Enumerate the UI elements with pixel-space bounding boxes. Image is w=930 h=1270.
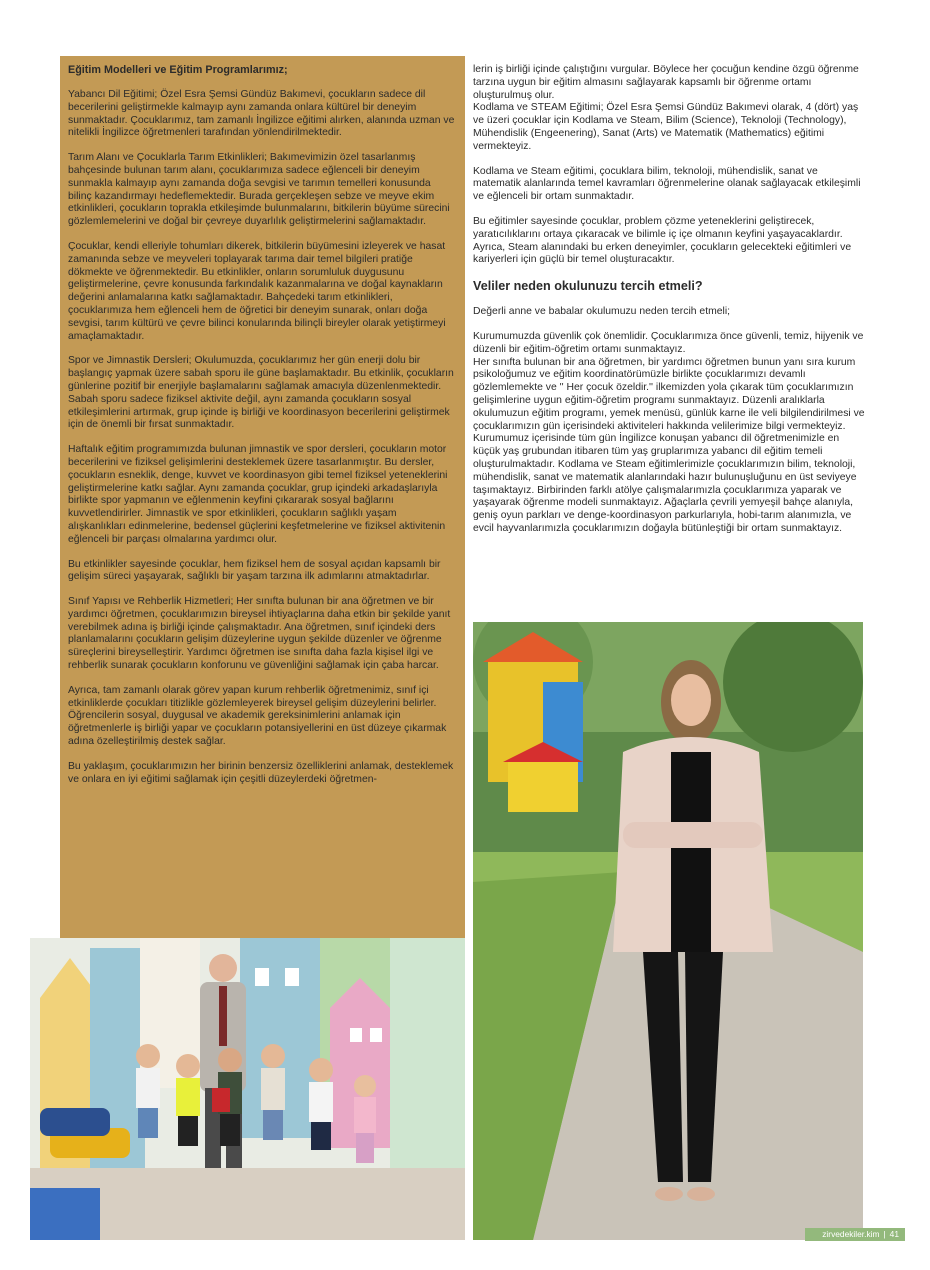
paragraph-agriculture: Tarım Alanı ve Çocuklarla Tarım Etkinlikleri; Bakımevimizin özel tasarlanmış bahçesinde bulunan tarım alanı, çocuklarımıza sadece eğlenceli bir deneyim sunmakla kalmayıp aynı zamanda doğa sevgisi ve tarımın temelleri konusunda bilinç kazandırmayı hedeflemektedir. Burada gerçekleşen sebze ve meyve ekim etkinlikleri, çocukların toprakla etkileşimde bulunmalarını, bitkilerin büyüme sürecini gözlemlemelerini ve doğal bir çevreye duyarlılık geliştirmelerini sağlamaktadır. [68, 152, 450, 228]
page-footer [805, 1228, 905, 1241]
paragraph-guidance: Ayrıca, tam zamanlı olarak görev yapan kurum rehberlik öğretmenimiz, sınıf içi etkinliklerde çocukları titizlikle gözlemleyerek bireysel gelişim düzeylerini belirler. Öğrencilerin sosyal, duygusal ve akademik gereksinimlerini anlamak için öğretmenlerle iş birliği yapar ve çocukların potansiyellerini en üst düzeye çıkarmak adına özelleştirilmiş destek sağlar. [68, 684, 447, 748]
footer-separator: | [883, 1229, 886, 1239]
classroom-photo [30, 938, 465, 1240]
right-text-column [473, 64, 865, 624]
page-number: 41 [889, 1229, 899, 1239]
paragraph-gymnastics: Haftalık eğitim programımızda bulunan jimnastik ve spor dersleri, çocukların motor becerilerini ve fiziksel gelişimlerini desteklemek üzere tasarlanmıştır. Bu dersler, çocukların esneklik, denge, kuvvet ve koordinasyon gibi temel fiziksel yeteneklerini geliştirmelerine katkı sağlar. Aynı zamanda çocuklar, grup içindeki arkadaşlarıyla birlikte spor yapmanın ve eğlenmenin keyfini çıkararak sosyal bağlarını kuvvetlendirirler. Jimnastik ve spor etkinlikleri, çocukların sağlıklı yaşam alışkanlıkları edinmelerine, bedensel güçlerini keşfetmelerine ve fiziksel aktivitenin eğlenceli bir parçası olmalarına yardımcı olur. [68, 444, 448, 545]
paragraph-class-structure: Sınıf Yapısı ve Rehberlik Hizmetleri; Her sınıfta bulunan bir ana öğretmen ve bir yardımcı öğretmen, çocuklarımızın bireysel ihtiyaçlarına daha etkin bir şekilde yanıt verebilmek adına iş birliği içinde çalışmaktadır. Ana öğretmen, sınıf içindeki ders planlamalarını çocukların gelişim düzeylerine uygun şekilde düzenler ve öğrenme süreçlerini bireyselleştirir. Yardımcı öğretmen ise sınıfta daha fazla kişisel ilgi ve rehberlik sunarak çocukların konforunu ve güvenliğini sağlamak için çaba harcar. [68, 596, 451, 672]
paragraph-approach: Bu yaklaşım, çocuklarımızın her birinin benzersiz özelliklerini anlamak, desteklemek ve onlara en iyi eğitimi sağlamak için çeşitli düzeylerdeki öğretmen- [68, 760, 454, 785]
paragraph-coding-steam: Kodlama ve STEAM Eğitimi; Özel Esra Şemsi Gündüz Bakımevi olarak, 4 (dört) yaş ve üzeri çocuklar için Kodlama ve Steam, Bilim (Science), Teknoloji (Technology), Mühendislik (Engeenering), Sanat (Arts) ve Matematik (Mathematics) eğitimi vermekteyiz. [473, 102, 859, 152]
left-text-column [60, 56, 465, 938]
paragraph-activities: Bu etkinlikler sayesinde çocuklar, hem fiziksel hem de sosyal açıdan kapsamlı bir gelişim süreci yaşayarak, sağlıklı bir yaşam tarzına ilk adımlarını atmaktadırlar. [68, 558, 441, 583]
paragraph-steam-environment: Kodlama ve Steam eğitimi, çocuklara bilim, teknoloji, mühendislik, sanat ve matematik alanlarında temel kavramları öğrenmelerine olanak sağlayacak etkileşimli ve eğlenceli bir ortam sunmaktadır. [473, 165, 861, 203]
paragraph-safety: Kurumumuzda güvenlik çok önemlidir. Çocuklarımıza önce güvenli, temiz, hijyenik ve düzenli bir eğitim-öğretim ortamı sunmaktayız. [473, 330, 864, 355]
garden-portrait-photo [473, 622, 863, 1240]
section-heading: Veliler neden okulunuzu tercih etmeli? [473, 279, 703, 294]
paragraph-language: Yabancı Dil Eğitimi; Özel Esra Şemsi Gündüz Bakımevi, çocukların sadece dil becerilerini geliştirmekle kalmayıp aynı zamanda onlara kültürel bir deneyim sunmaktadır. Çocuklarımız, tam zamanlı İngilizce eğitimi alırken, alanında uzman ve nitelikli İngilizce öğretmenleri tarafından yönlendirilmektedir. [68, 89, 455, 139]
paragraph-steam-benefits: Bu eğitimler sayesinde çocuklar, problem çözme yeteneklerini geliştirecek, yaratıcılıklarını ortaya çıkaracak ve bilimle iç içe olmanın keyfini yaşayacaklardır. Ayrıca, Steam alanındaki bu erken deneyimler, çocukların gelecekteki eğitimleri ve kariyerleri için güçlü bir temel oluşturacaktır. [473, 215, 852, 266]
paragraph-reasons: Her sınıfta bulunan bir ana öğretmen, bir yardımcı öğretmen bunun yanı sıra kurum psikoloğumuz ve eğitim koordinatörümüzle birlikte çocuklarımızı devamlı gözlemlemekte ve '' Her çocuk özeldir.'' ilkemizden yola çıkarak tüm çocuklarımızın gelişimlerine uygun eğitim-öğretim programı sunmaktayız. Düzenli aralıklarla okulumuzun eğitim programı, yemek menüsü, günlük karne ile veli bilgilendirilmesi ve çocuklarımızın gün içerisindeki aktiviteleri hakkında velilerimize bilgi vermekteyiz. Kurumumuz içerisinde tüm gün İngilizce konuşan yabancı dil öğretmenimizle en küçük yaş grubundan itibaren tüm yaş gruplarımıza yabancı dil eğitim temeli oluşturulmaktadır. Kodlama ve Steam eğitimlerimizle çocuklarımızın bilim, teknoloji, mühendislik, sanat ve matematik alanlarındaki hazır bulunuşluğunu en üst seviyeye taşımaktayız. Birbirinden farklı atölye çalışmalarımızla çocuklarımıza yaparak ve yaşayarak öğrenme modeli sunmaktayız. Ağaçlarla çevrili yemyeşil bahçe alanıyla, geniş oyun parkları ve denge-koordinasyon parkurlarıyla, hobi-tarım alanımızla, ve evcil hayvanlarımızla çocuklarımızın doğayla bütünleştiği bir ortam sunmaktayız. [473, 356, 865, 534]
paragraph-intro: Değerli anne ve babalar okulumuzu neden tercih etmeli; [473, 306, 731, 318]
section-title: Eğitim Modelleri ve Eğitim Programlarımız; [68, 64, 288, 76]
site-name: zirvedekiler.kim [822, 1229, 880, 1239]
paragraph-continuation: lerin iş birliği içinde çalıştığını vurgular. Böylece her çocuğun kendine özgü öğrenme tarzına uygun bir eğitim almasını sağlayarak kapsamlı bir öğrenme ortamı oluşturulmuş olur. [473, 64, 859, 101]
paragraph-agriculture-2: Çocuklar, kendi elleriyle tohumları dikerek, bitkilerin büyümesini izleyerek ve hasat zamanında sebze ve meyveleri toplayarak tarıma dair temel bilgileri pratiğe dökmekte ve öğrenmektedir. Bu etkinlikler, onların sorumluluk duygusunu geliştirmelerine, çevre konusunda farkındalık kazanmalarına ve doğal kaynakların değerini anlamalarına katkı sağlamaktadır. Bahçedeki tarım etkinlikleri, çocuklarımıza hem eğlenceli hem de öğretici bir deneyim sunarak, onları doğa sevgisi, tarım kültürü ve çevre bilinci konularında bilinçli bireyler olarak yetiştirmeyi amaçlamaktadır. [68, 240, 446, 342]
paragraph-sports: Spor ve Jimnastik Dersleri; Okulumuzda, çocuklarımız her gün enerji dolu bir başlangıç yapmak üzere sabah sporu ile güne başlamaktadır. Bu etkinlik, çocukların günlerine pozitif bir enerjiyle başlamalarını sağlamak amacıyla düzenlenmektedir. Sabah sporu sadece fiziksel aktivite değil, aynı zamanda çocukların sosyal etkileşimlerini artırmak, grup içinde iş birliği ve koordinasyon becerilerini geliştirmek için de önemli bir fırsat sunmaktadır. [68, 355, 454, 431]
